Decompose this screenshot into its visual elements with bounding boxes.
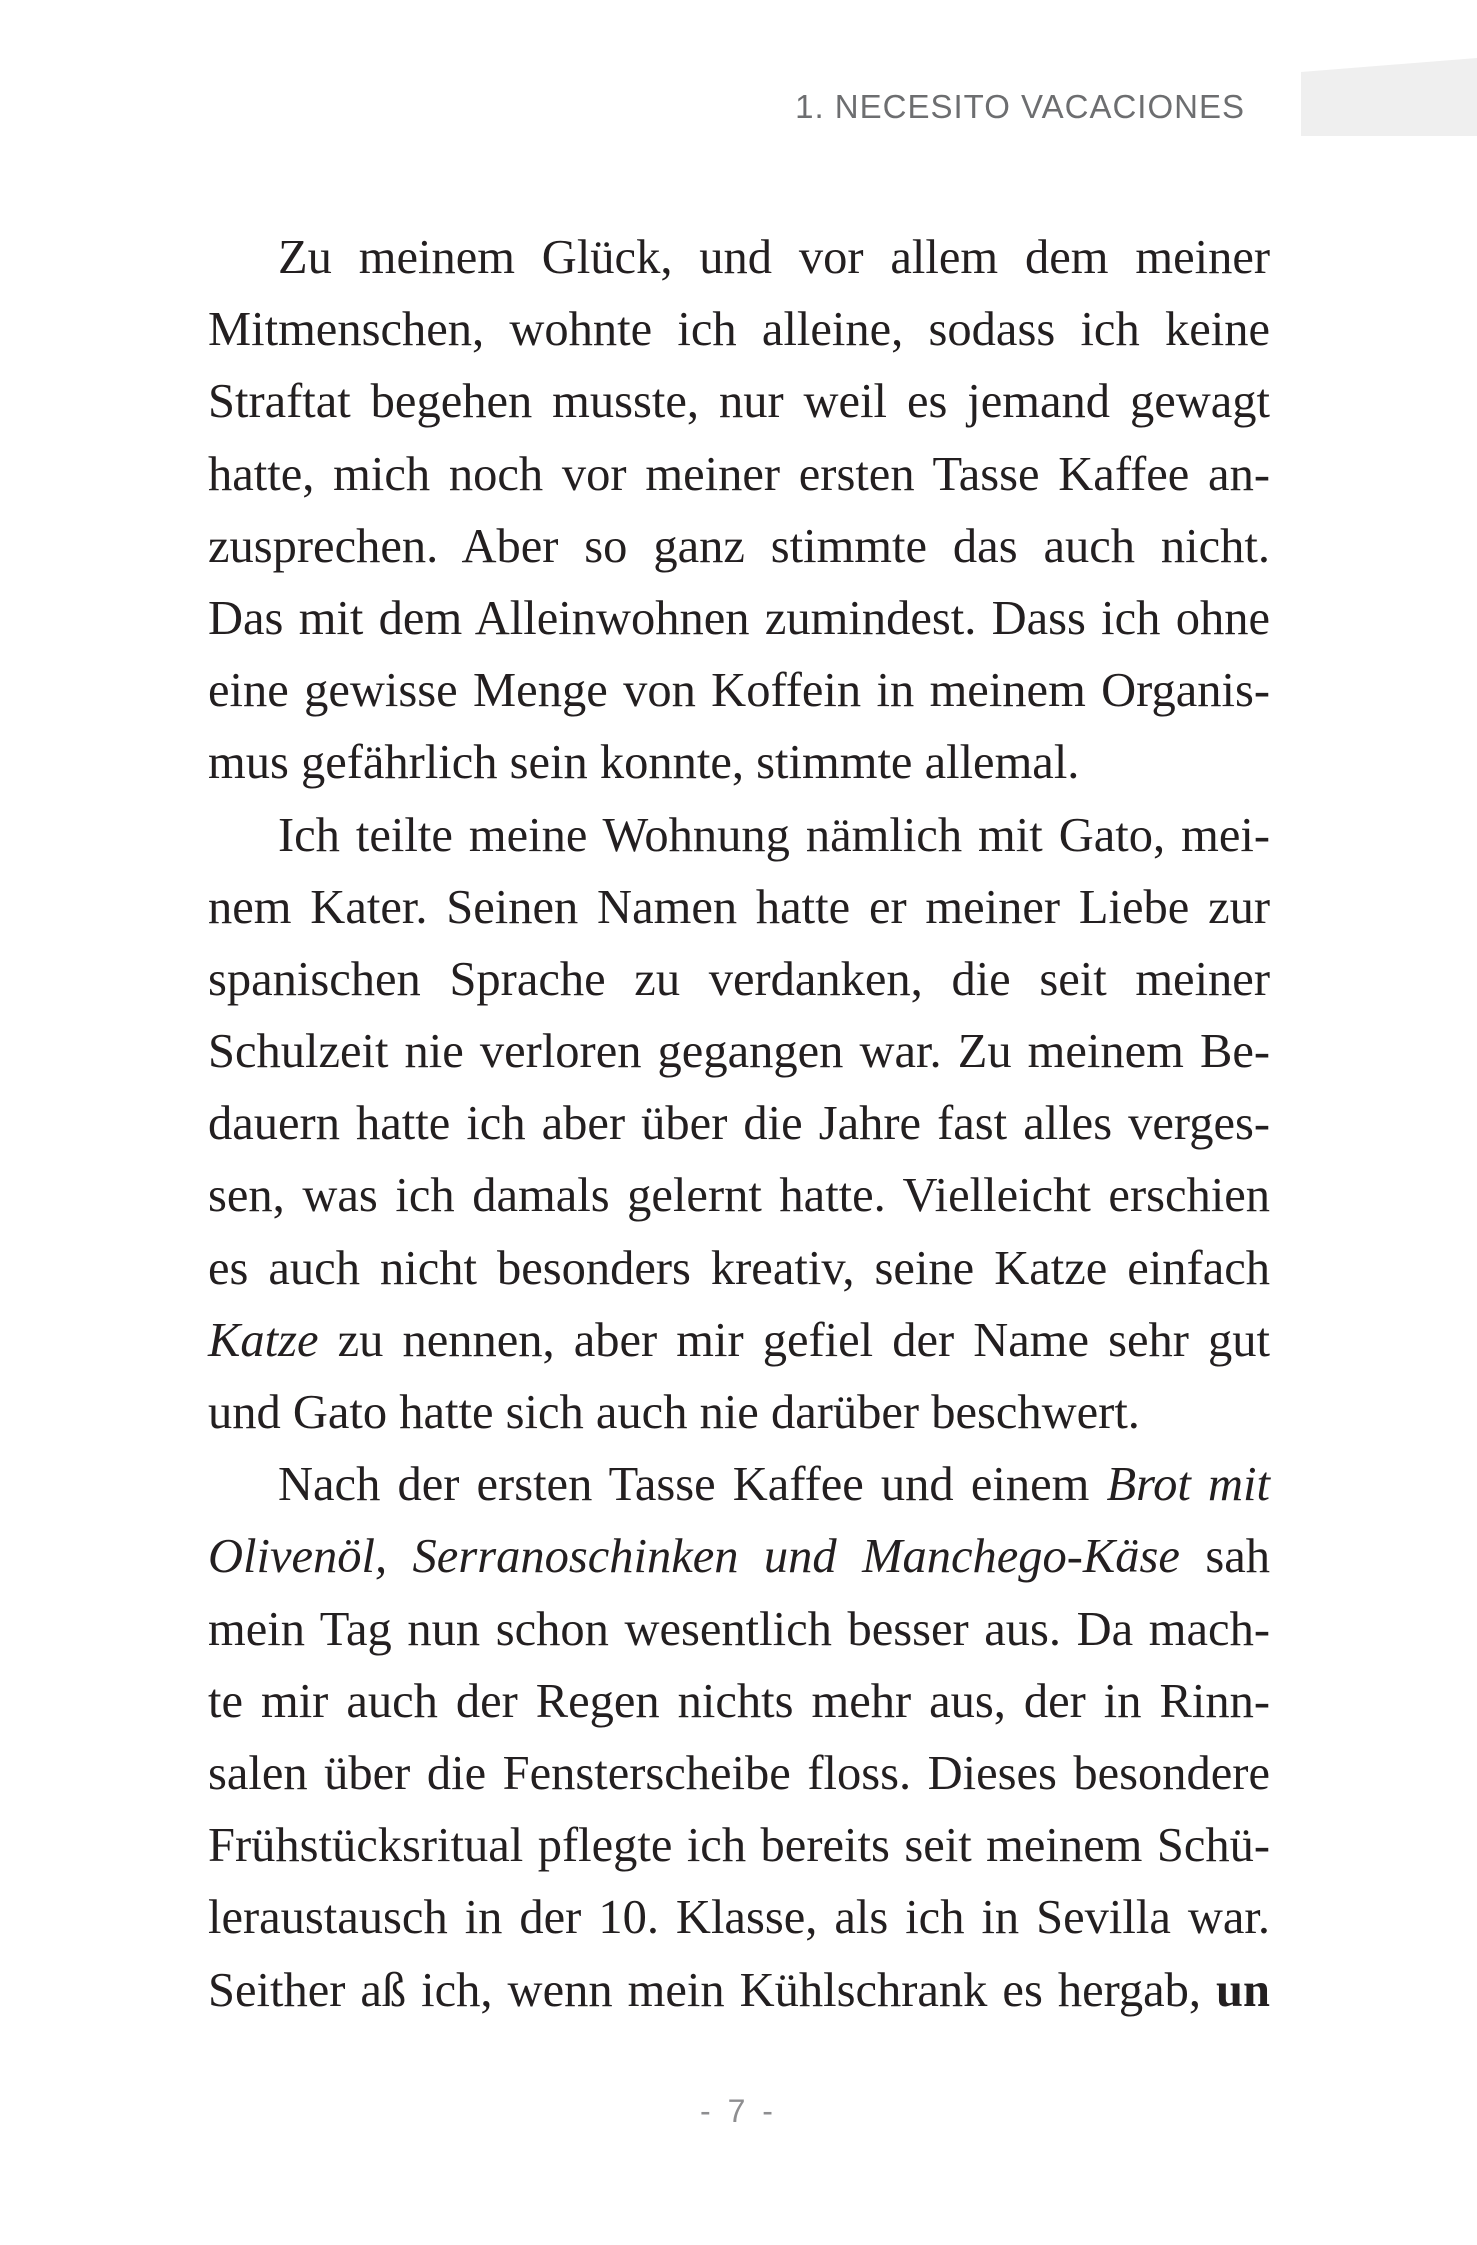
text-line: te mir auch der Regen nichts mehr aus, der in Rinn- bbox=[208, 1674, 1270, 1728]
text-line: Schulzeit nie verloren gegangen war. Zu meinem Be- bbox=[208, 1025, 1270, 1079]
text-line: nem Kater. Seinen Namen hatte er meiner Liebe zur bbox=[208, 880, 1270, 934]
text-line: Frühstücksritual pflegte ich bereits seit meinem Schü- bbox=[208, 1819, 1270, 1873]
text-line: mein Tag nun schon wesentlich besser aus. Da mach- bbox=[208, 1602, 1270, 1656]
italic-phrase: Olivenöl, Serranoschinken und Manchego-Käse bbox=[208, 1530, 1180, 1584]
text-line bbox=[208, 1955, 1270, 2027]
text-line: zusprechen. Aber so ganz stimmte das auch nicht. bbox=[208, 519, 1270, 573]
text-line: eine gewisse Menge von Koffein in meinem Organis- bbox=[208, 664, 1270, 718]
text-line: Zu meinem Glück, und vor allem dem meiner bbox=[278, 231, 1270, 284]
text-line: hatte, mich noch vor meiner ersten Tasse Kaffee an- bbox=[208, 447, 1270, 501]
text-line: Ich teilte meine Wohnung nämlich mit Gato, mei- bbox=[278, 808, 1270, 862]
text-segment: Seither aß ich, wenn mein Kühlschrank es hergab, bbox=[208, 1963, 1217, 2017]
text-line: Straftat begehen musste, nur weil es jemand gewagt bbox=[208, 375, 1270, 429]
text-line: und Gato hatte sich auch nie darüber beschwert. bbox=[208, 1386, 1140, 1439]
chapter-thumb-tab bbox=[1301, 58, 1477, 136]
text-line: dauern hatte ich aber über die Jahre fast alles verges- bbox=[208, 1097, 1270, 1151]
text-segment: Nach der ersten Tasse Kaffee und einem bbox=[278, 1458, 1107, 1512]
text-line: salen über die Fensterscheibe floss. Dieses besondere bbox=[208, 1746, 1270, 1800]
italic-word: Katze bbox=[208, 1313, 319, 1367]
text-segment: sah bbox=[1179, 1530, 1271, 1584]
body-text bbox=[208, 222, 1270, 2027]
text-segment: zu nennen, aber mir gefiel der Name sehr gut bbox=[318, 1313, 1270, 1367]
text-line bbox=[208, 1521, 1270, 1593]
text-line: sen, was ich damals gelernt hatte. Vielleicht erschien bbox=[208, 1169, 1270, 1223]
text-line: spanischen Sprache zu verdanken, die seit meiner bbox=[208, 952, 1270, 1006]
text-line bbox=[208, 1449, 1270, 1521]
text-line: Das mit dem Alleinwohnen zumindest. Dass ich ohne bbox=[208, 591, 1270, 645]
text-line bbox=[208, 1305, 1270, 1377]
bold-vocab-word: un bbox=[1216, 1963, 1270, 2017]
page-number: - 7 - bbox=[700, 2093, 777, 2129]
text-line: Mitmenschen, wohnte ich alleine, sodass ich keine bbox=[208, 303, 1270, 357]
text-line: es auch nicht besonders kreativ, seine Katze einfach bbox=[208, 1241, 1270, 1295]
italic-phrase: Brot mit bbox=[1106, 1458, 1270, 1512]
text-line: leraustausch in der 10. Klasse, als ich in Sevilla war. bbox=[208, 1891, 1270, 1945]
running-header-chapter-title: 1. NECESITO VACACIONES bbox=[795, 88, 1245, 125]
text-line: mus gefährlich sein konnte, stimmte allemal. bbox=[208, 736, 1080, 790]
